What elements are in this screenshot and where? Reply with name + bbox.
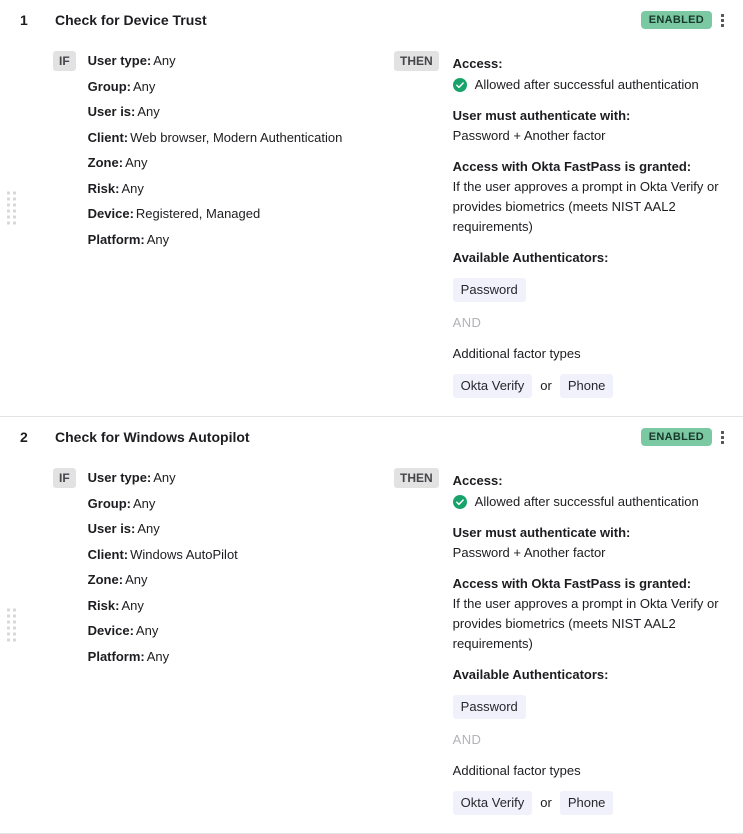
condition-row: Platform: Any bbox=[87, 648, 170, 664]
or-separator: or bbox=[540, 378, 552, 393]
auth-label: User must authenticate with: bbox=[452, 108, 631, 123]
then-badge: THEN bbox=[394, 51, 439, 71]
condition-row: Zone: Any bbox=[87, 155, 148, 170]
access-row bbox=[453, 492, 727, 512]
rule-number: 1 bbox=[20, 12, 28, 28]
if-badge: IF bbox=[53, 468, 76, 488]
authenticators-label: Available Authenticators: bbox=[452, 250, 609, 265]
condition-row: User type: Any bbox=[87, 53, 176, 68]
authenticator-chip: Password bbox=[453, 278, 526, 302]
condition-row: Risk: Any bbox=[87, 180, 144, 196]
condition-row: User type: Any bbox=[87, 470, 176, 485]
condition-row: Client: Windows AutoPilot bbox=[87, 546, 238, 562]
check-circle-icon bbox=[453, 495, 467, 509]
condition-row: Device: Any bbox=[87, 623, 159, 638]
additional-factors-label: Additional factor types bbox=[452, 346, 581, 361]
condition-row: Client: Web browser, Modern Authentication bbox=[87, 129, 343, 145]
auth-label: User must authenticate with: bbox=[452, 525, 631, 540]
authenticator-chips bbox=[453, 278, 727, 302]
outcomes bbox=[453, 468, 727, 815]
fastpass-label: Access with Okta FastPass is granted: bbox=[452, 159, 692, 174]
if-badge: IF bbox=[53, 51, 76, 71]
condition-row: Risk: Any bbox=[87, 597, 144, 613]
rule-title: Check for Windows Autopilot bbox=[55, 429, 250, 445]
conditions-list bbox=[88, 468, 394, 675]
rule-body bbox=[0, 468, 727, 815]
rule-title: Check for Device Trust bbox=[55, 12, 207, 28]
authenticator-chips bbox=[453, 695, 727, 719]
auth-value: Password + Another factor bbox=[452, 128, 606, 143]
rule-header bbox=[0, 428, 727, 446]
kebab-menu-button[interactable] bbox=[718, 12, 727, 29]
factor-chip: Okta Verify bbox=[453, 791, 533, 815]
fastpass-label: Access with Okta FastPass is granted: bbox=[452, 576, 692, 591]
then-column bbox=[394, 51, 727, 398]
factor-chip: Okta Verify bbox=[453, 374, 533, 398]
status-badge: ENABLED bbox=[641, 11, 712, 29]
if-column bbox=[53, 468, 394, 815]
authenticator-chip: Password bbox=[453, 695, 526, 719]
condition-row: Group: Any bbox=[87, 78, 156, 94]
condition-row: User is: Any bbox=[87, 521, 160, 536]
rule-body bbox=[0, 51, 727, 398]
then-column bbox=[394, 468, 727, 815]
condition-row: Device: Registered, Managed bbox=[87, 206, 261, 221]
status-badge: ENABLED bbox=[641, 428, 712, 446]
access-value: Allowed after successful authentication bbox=[474, 494, 699, 509]
condition-row: Group: Any bbox=[87, 495, 156, 511]
condition-row: User is: Any bbox=[87, 104, 160, 119]
access-label: Access: bbox=[452, 473, 503, 488]
or-separator: or bbox=[540, 795, 552, 810]
fastpass-value: If the user approves a prompt in Okta Verify or provides biometrics (meets NIST AAL2 requirements) bbox=[452, 596, 719, 651]
access-row bbox=[453, 75, 727, 95]
and-separator: AND bbox=[452, 315, 482, 330]
fastpass-value: If the user approves a prompt in Okta Verify or provides biometrics (meets NIST AAL2 requirements) bbox=[452, 179, 719, 234]
policy-rule bbox=[0, 417, 743, 834]
factor-chip: Phone bbox=[560, 791, 614, 815]
condition-row: Platform: Any bbox=[87, 231, 170, 247]
additional-factor-chips bbox=[453, 791, 727, 815]
rule-header bbox=[0, 11, 727, 29]
rule-number: 2 bbox=[20, 429, 28, 445]
access-value: Allowed after successful authentication bbox=[474, 77, 699, 92]
factor-chip: Phone bbox=[560, 374, 614, 398]
additional-factor-chips bbox=[453, 374, 727, 398]
then-badge: THEN bbox=[394, 468, 439, 488]
kebab-menu-button[interactable] bbox=[718, 429, 727, 446]
drag-handle-icon[interactable] bbox=[7, 192, 16, 225]
drag-handle-icon[interactable] bbox=[7, 609, 16, 642]
conditions-list bbox=[88, 51, 394, 258]
authenticators-label: Available Authenticators: bbox=[452, 667, 609, 682]
and-separator: AND bbox=[452, 732, 482, 747]
if-column bbox=[53, 51, 394, 398]
condition-row: Zone: Any bbox=[87, 572, 148, 587]
additional-factors-label: Additional factor types bbox=[452, 763, 581, 778]
auth-value: Password + Another factor bbox=[452, 545, 606, 560]
check-circle-icon bbox=[453, 78, 467, 92]
outcomes bbox=[453, 51, 727, 398]
access-label: Access: bbox=[452, 56, 503, 71]
